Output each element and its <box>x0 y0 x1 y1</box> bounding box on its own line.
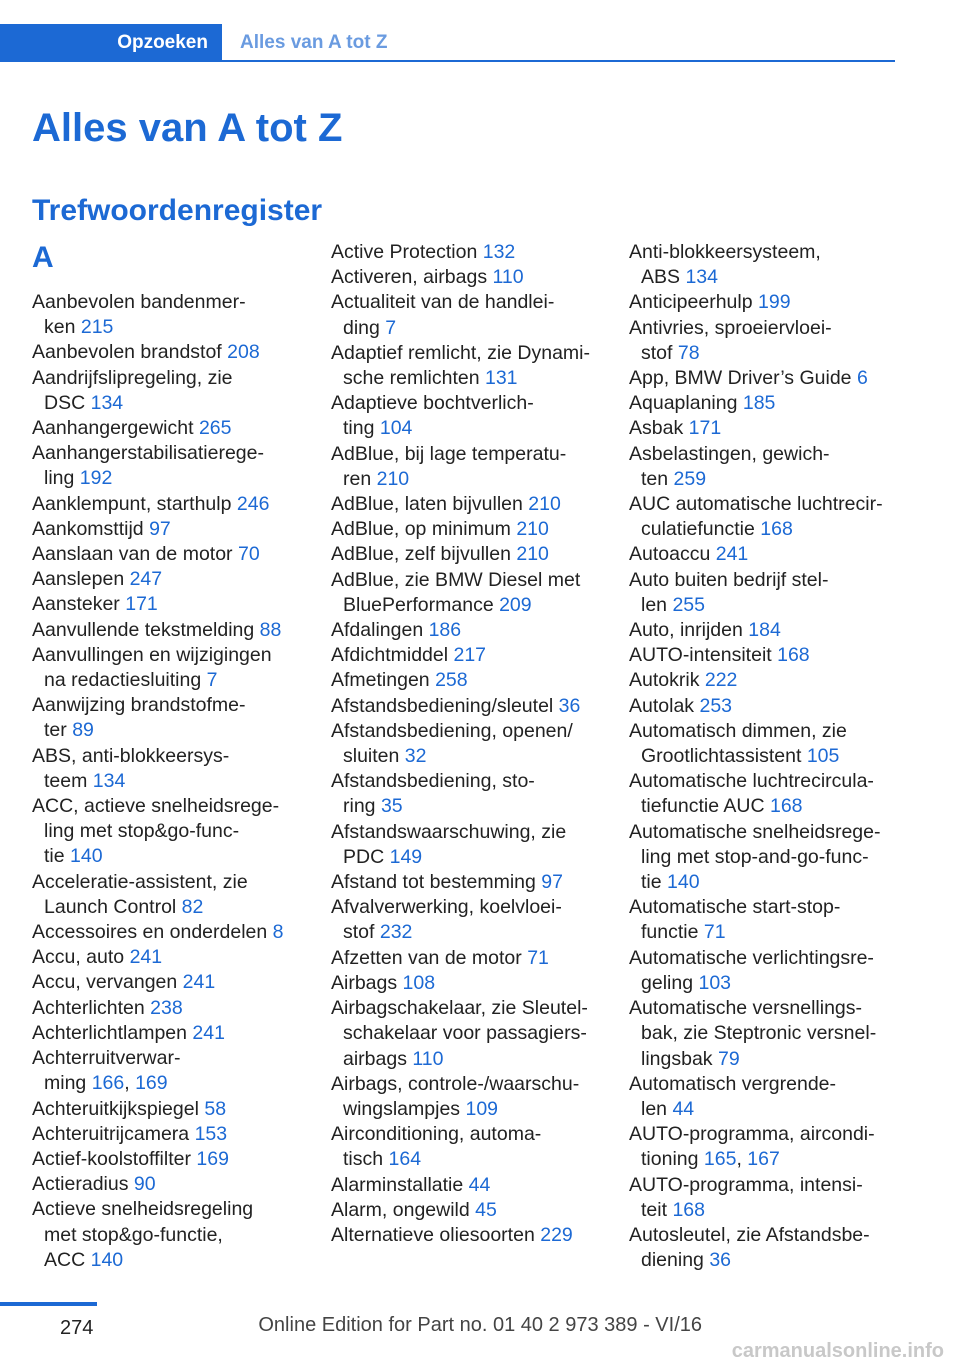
index-entry <box>32 492 324 517</box>
breadcrumb[interactable]: Alles van A tot Z <box>240 32 388 53</box>
entry-text: Achteruitrijcamera <box>32 1122 195 1145</box>
entry-text: Autosleutel, zie Afstandsbe- <box>629 1223 870 1246</box>
page-reference-link[interactable]: 89 <box>72 719 94 742</box>
page-reference-link[interactable]: 258 <box>435 669 468 692</box>
entry-text: AdBlue, zie BMW Diesel met <box>331 568 581 591</box>
index-entry <box>629 366 921 391</box>
entry-text: Airbagschakelaar, zie Sleutel- <box>331 997 588 1020</box>
page-reference-link[interactable]: 165 <box>703 1148 737 1171</box>
page-reference-link[interactable]: 71 <box>703 921 726 944</box>
entry-text: Afvalverwerking, koelvloei- <box>331 896 562 919</box>
entry-text: Auto, inrijden <box>629 619 749 642</box>
entry-text: Automatische versnellings- <box>629 997 863 1020</box>
page-reference-link[interactable]: 97 <box>149 517 171 540</box>
index-entry <box>32 340 324 365</box>
page-reference-link[interactable]: 166 <box>91 1072 125 1095</box>
tab-opzoeken[interactable]: Opzoeken <box>0 24 222 62</box>
entry-text: AUTO-programma, intensi- <box>629 1173 863 1196</box>
page-reference-link[interactable]: 32 <box>404 745 427 768</box>
entry-text: stof <box>343 921 380 944</box>
entry-text: Accu, auto <box>32 946 130 969</box>
page-reference-link[interactable]: 131 <box>484 367 518 390</box>
page-reference-link[interactable]: 71 <box>527 946 549 969</box>
entry-text: ming <box>44 1072 92 1095</box>
page-reference-link[interactable]: 199 <box>758 291 791 314</box>
page-reference-link[interactable]: 217 <box>453 644 487 667</box>
index-entry <box>629 643 921 668</box>
entry-text: Active Protection <box>331 241 483 263</box>
entry-text: Afzetten van de motor <box>331 946 528 969</box>
index-entry <box>629 668 921 693</box>
entry-text: Alarminstallatie <box>331 1173 469 1196</box>
index-entry <box>331 719 623 769</box>
index-entry <box>32 542 324 567</box>
page-number-rule <box>0 1302 97 1306</box>
page-reference-link[interactable]: 88 <box>259 618 282 641</box>
entry-text: functie <box>641 921 704 944</box>
page-reference-link[interactable]: 241 <box>192 1021 225 1044</box>
index-entry <box>629 618 921 643</box>
entry-text: ring <box>343 795 381 818</box>
entry-text: Grootlichtassistent <box>641 745 807 768</box>
page-reference-link[interactable]: 168 <box>672 1198 705 1221</box>
entry-text: Aanbevolen brandstof <box>32 341 228 364</box>
page-reference-link[interactable]: 149 <box>389 845 423 868</box>
index-entry <box>32 517 324 542</box>
entry-text: Accu, vervangen <box>32 971 183 994</box>
index-entry <box>331 442 623 492</box>
page-reference-link[interactable]: 169 <box>196 1147 229 1170</box>
index-entry <box>32 970 324 995</box>
entry-text: ling met stop-and-go-func- <box>641 845 869 868</box>
index-entry <box>331 1198 623 1223</box>
entry-text: Afmetingen <box>331 669 436 692</box>
index-column-2 <box>331 240 623 1248</box>
index-entry <box>629 1173 921 1223</box>
index-entry <box>331 290 623 340</box>
page-reference-link[interactable]: 104 <box>379 417 413 440</box>
index-entry <box>629 820 921 896</box>
page-reference-link[interactable]: 210 <box>376 467 410 490</box>
index-entry <box>331 1122 623 1172</box>
entry-text: Anti-blokkeersysteem, <box>629 241 821 263</box>
entry-text: ting <box>343 417 380 440</box>
entry-text: Achteruitkijkspiegel <box>32 1097 205 1120</box>
entry-text: Automatische snelheidsrege- <box>629 820 881 843</box>
page-reference-link[interactable]: 192 <box>79 467 113 490</box>
entry-text: Achterlichtlampen <box>32 1021 193 1044</box>
entry-text: Acceleratie-assistent, zie <box>32 870 248 893</box>
page-reference-link[interactable]: 7 <box>385 316 397 339</box>
page-reference-link[interactable]: 110 <box>492 266 524 289</box>
page-reference-link[interactable]: 168 <box>777 644 810 667</box>
entry-text: BluePerformance <box>343 593 500 616</box>
index-entry <box>331 694 623 719</box>
entry-text: ten <box>641 467 674 490</box>
index-entry <box>629 240 921 290</box>
entry-text: len <box>641 1097 673 1120</box>
index-entry <box>629 719 921 769</box>
entry-text: Aansteker <box>32 593 126 616</box>
entry-text: teem <box>44 769 93 792</box>
entry-text: len <box>641 593 673 616</box>
entry-text: teit <box>641 1198 673 1221</box>
entry-text: Aanklempunt, starthulp <box>32 492 237 515</box>
page-reference-link[interactable]: 153 <box>194 1122 228 1145</box>
entry-text: Actualiteit van de handlei- <box>331 291 555 314</box>
entry-text: ter <box>44 719 73 742</box>
page-reference-link[interactable]: 58 <box>204 1097 227 1120</box>
page-reference-link[interactable]: 209 <box>499 593 532 616</box>
page-reference-link[interactable]: 184 <box>748 619 781 642</box>
page-reference-link[interactable]: 241 <box>715 543 749 566</box>
page-reference-link[interactable]: 164 <box>388 1148 422 1171</box>
index-entry <box>331 946 623 971</box>
entry-text: Afdichtmiddel <box>331 644 454 667</box>
entry-text: Aanslaan van de motor <box>32 543 238 566</box>
page-reference-link[interactable]: 169 <box>135 1072 168 1095</box>
index-entry: Achterruitverwar- ming 166, 169 <box>32 1047 181 1095</box>
page-reference-link[interactable]: 246 <box>236 492 270 515</box>
entry-text: ren <box>343 467 377 490</box>
page-reference-link[interactable]: 208 <box>227 341 260 364</box>
entry-text: Aanvullingen en wijzigingen <box>32 643 272 666</box>
page-reference-link[interactable]: 255 <box>672 593 705 616</box>
index-entry <box>32 1197 324 1273</box>
entry-text: ling met stop&go-func- <box>44 820 240 843</box>
index-entry <box>32 441 324 491</box>
index-entry <box>629 442 921 492</box>
page-reference-link[interactable]: 167 <box>747 1148 780 1171</box>
page-reference-link[interactable]: 6 <box>856 367 868 390</box>
index-entry <box>331 341 623 391</box>
page-reference-link[interactable]: 90 <box>133 1173 156 1196</box>
index-entry <box>32 567 324 592</box>
entry-text: ACC <box>44 1248 91 1271</box>
page-reference-link[interactable]: 186 <box>428 619 462 642</box>
index-entry <box>331 996 623 1072</box>
entry-text: Aanbevolen bandenmer- <box>32 291 246 313</box>
entry-text: Afstandswaarschuwing, zie <box>331 820 567 843</box>
page-reference-link[interactable]: 97 <box>541 871 563 894</box>
page-reference-link[interactable]: 253 <box>699 694 733 717</box>
entry-text: bak, zie Steptronic versnel- <box>641 1022 877 1045</box>
index-entry <box>331 568 623 618</box>
index-entry <box>32 870 324 920</box>
page-reference-link[interactable]: 168 <box>769 795 803 818</box>
entry-text: schakelaar voor passagiers- <box>343 1022 587 1045</box>
entry-text: AUC automatische luchtrecir- <box>629 493 883 516</box>
page-reference-link[interactable]: 238 <box>150 996 183 1019</box>
entry-text: Aankomsttijd <box>32 517 150 540</box>
index-entry <box>32 1172 324 1197</box>
entry-text: PDC <box>343 845 390 868</box>
entry-text: Autokrik <box>629 669 705 692</box>
index-entry <box>629 946 921 996</box>
entry-text: Asbelastingen, gewich- <box>629 442 830 465</box>
entry-text: Actief-koolstoffilter <box>32 1147 197 1170</box>
index-entry <box>331 668 623 693</box>
index-entry <box>629 316 921 366</box>
index-entry <box>331 895 623 945</box>
watermark: carmanualsonline.info <box>731 1340 944 1362</box>
index-entry <box>629 416 921 441</box>
page-reference-link[interactable]: 210 <box>528 493 561 516</box>
index-entry <box>331 542 623 567</box>
entry-text: Actieradius <box>32 1173 134 1196</box>
page-reference-link[interactable]: 44 <box>468 1173 491 1196</box>
index-entry <box>32 693 324 743</box>
index-entry <box>32 794 324 870</box>
page-reference-link[interactable]: 35 <box>380 795 403 818</box>
index-entry <box>629 391 921 416</box>
index-entry <box>331 870 623 895</box>
entry-text: Afdalingen <box>331 619 429 642</box>
index-entry <box>32 366 324 416</box>
index-entry <box>32 416 324 441</box>
index-entry <box>629 1223 921 1273</box>
index-entry <box>32 1021 324 1046</box>
page-reference-link[interactable]: 210 <box>516 518 549 541</box>
entry-text: Antivries, sproeiervloei- <box>629 316 832 339</box>
index-letter: A <box>32 241 54 274</box>
entry-text: Afstandsbediening/sleutel <box>331 694 559 717</box>
index-entry <box>331 391 623 441</box>
entry-text: Adaptieve bochtverlich- <box>331 392 534 415</box>
index-entry <box>32 920 324 945</box>
page-reference-link[interactable]: 171 <box>688 417 722 440</box>
entry-text: tiefunctie AUC <box>641 795 770 818</box>
page-reference-link[interactable]: 140 <box>90 1248 124 1271</box>
entry-text: Launch Control <box>44 895 182 918</box>
index-entry <box>331 1173 623 1198</box>
entry-text: tie <box>641 871 668 894</box>
entry-text: Alarm, ongewild <box>331 1198 476 1221</box>
entry-text: Actieve snelheidsregeling <box>32 1198 254 1221</box>
entry-text: ling <box>44 467 80 490</box>
index-entry <box>331 1223 623 1248</box>
entry-text: Alternatieve oliesoorten <box>331 1223 541 1246</box>
index-entry <box>32 945 324 970</box>
page-reference-link[interactable]: 232 <box>379 921 413 944</box>
page-reference-link[interactable]: 140 <box>667 871 700 894</box>
entry-text: Aanslepen <box>32 568 130 591</box>
page-reference-link[interactable]: 265 <box>198 417 232 440</box>
index-entry <box>331 971 623 996</box>
entry-text: Airbags, controle-/waarschu- <box>331 1072 580 1095</box>
entry-text: Airconditioning, automa- <box>331 1123 542 1146</box>
page-reference-link[interactable]: 171 <box>125 593 158 616</box>
index-entry <box>629 769 921 819</box>
entry-text: wingslampjes <box>343 1097 466 1120</box>
index-entry <box>32 996 324 1021</box>
index-entry <box>331 517 623 542</box>
index-entry <box>629 568 921 618</box>
entry-text: AdBlue, bij lage temperatu- <box>331 442 567 465</box>
index-entry <box>32 592 324 617</box>
index-entry <box>629 694 921 719</box>
entry-text: Autoaccu <box>629 543 716 566</box>
page-reference-link[interactable]: 79 <box>717 1047 740 1070</box>
page-reference-link[interactable]: 132 <box>482 241 516 263</box>
entry-text: Aquaplaning <box>629 392 743 415</box>
entry-text: DSC <box>44 391 91 414</box>
page-reference-link[interactable]: 134 <box>685 266 718 289</box>
page-reference-link[interactable]: 110 <box>412 1047 444 1070</box>
page-number: 274 <box>60 1317 94 1339</box>
entry-text: AUTO-programma, aircondi- <box>629 1123 875 1146</box>
entry-text: Afstandsbediening, sto- <box>331 770 535 793</box>
page-reference-link[interactable]: 105 <box>806 745 840 768</box>
page-reference-link[interactable]: 8 <box>272 921 284 944</box>
entry-text: Aanhangerstabilisatierege- <box>32 442 264 465</box>
page-reference-link[interactable]: 229 <box>540 1223 573 1246</box>
entry-text: Achterlichten <box>32 996 151 1019</box>
page-reference-link[interactable]: 247 <box>129 568 163 591</box>
index-entry <box>331 820 623 870</box>
page-reference-link[interactable]: 36 <box>709 1249 732 1272</box>
entry-text: met stop&go-functie, <box>44 1223 223 1246</box>
entry-text: ken <box>44 316 81 339</box>
page-reference-link[interactable]: 108 <box>402 971 436 994</box>
entry-text: tisch <box>343 1148 389 1171</box>
entry-text: AdBlue, laten bijvullen <box>331 493 529 516</box>
page-reference-link[interactable]: 36 <box>558 694 581 717</box>
entry-text: Automatische luchtrecircula- <box>629 770 874 793</box>
page-reference-link[interactable]: 210 <box>516 543 549 566</box>
entry-text: Aanvullende tekstmelding <box>32 618 260 641</box>
page-reference-link[interactable]: 222 <box>704 669 738 692</box>
index-column-1 <box>32 240 324 1273</box>
index-entry <box>32 643 324 693</box>
edition-footer: Online Edition for Part no. 01 40 2 973 389 - VI/16 <box>258 1314 702 1336</box>
entry-text: Automatische verlichtingsre- <box>629 946 874 969</box>
index-entry <box>32 1097 324 1122</box>
entry-text: Automatisch vergrende- <box>629 1072 837 1095</box>
page-reference-link[interactable]: 82 <box>181 895 204 918</box>
entry-text: Afstandsbediening, openen/ <box>331 719 573 742</box>
page-reference-link[interactable]: 185 <box>742 392 776 415</box>
index-entry <box>629 996 921 1072</box>
entry-text: airbags <box>343 1047 413 1070</box>
entry-text: sluiten <box>343 745 405 768</box>
index-entry <box>629 542 921 567</box>
entry-text: Achterruitverwar- <box>32 1047 181 1070</box>
entry-text: Afstand tot bestemming <box>331 871 542 894</box>
index-entry <box>331 1072 623 1122</box>
entry-text: tioning <box>641 1148 704 1171</box>
entry-text: AUTO-intensiteit <box>629 644 778 667</box>
entry-text: Accessoires en onderdelen <box>32 921 273 944</box>
page-reference-link[interactable]: 109 <box>465 1097 499 1120</box>
page-reference-link[interactable]: 45 <box>475 1198 497 1221</box>
index-entry <box>629 290 921 315</box>
index-entry <box>331 618 623 643</box>
entry-text: Asbak <box>629 417 689 440</box>
index-entry: AUTO-programma, aircondi- tioning 165, 167 <box>629 1123 875 1171</box>
index-entry <box>32 618 324 643</box>
entry-text: AdBlue, zelf bijvullen <box>331 543 517 566</box>
entry-text: lingsbak <box>641 1047 718 1070</box>
entry-text: Aanwijzing brandstofme- <box>32 694 246 717</box>
page-reference-link[interactable]: 259 <box>673 467 707 490</box>
entry-text: App, BMW Driver’s Guide <box>629 367 857 390</box>
index-entry <box>331 643 623 668</box>
entry-text: sche remlichten <box>343 367 485 390</box>
section-title: Trefwoordenregister <box>32 194 323 227</box>
entry-text: na redactiesluiting <box>44 669 207 692</box>
index-entry <box>32 290 324 340</box>
index-column-3 <box>629 240 921 1273</box>
index-entry <box>331 492 623 517</box>
page-reference-link[interactable]: 103 <box>698 971 732 994</box>
entry-text: stof <box>641 341 678 364</box>
page-reference-link[interactable]: 70 <box>237 543 260 566</box>
entry-text: geling <box>641 971 699 994</box>
page-reference-link[interactable]: 215 <box>80 316 114 339</box>
entry-text: Adaptief remlicht, zie Dynami- <box>331 341 591 364</box>
index-entry <box>32 744 324 794</box>
entry-text: ABS, anti-blokkeersys- <box>32 744 230 767</box>
entry-text: Anticipeerhulp <box>629 291 758 314</box>
entry-text: diening <box>641 1249 710 1272</box>
page-reference-link[interactable]: 134 <box>92 769 126 792</box>
index-entry <box>331 240 623 265</box>
index-entry <box>331 769 623 819</box>
index-entry <box>32 1147 324 1172</box>
index-entry <box>629 895 921 945</box>
entry-text: ABS <box>641 266 686 289</box>
page-reference-link[interactable]: 44 <box>672 1097 695 1120</box>
entry-text: Aanhangergewicht <box>32 417 199 440</box>
entry-text: AdBlue, op minimum <box>331 518 517 541</box>
entry-text: Auto buiten bedrijf stel- <box>629 568 829 591</box>
entry-text: Automatische start-stop- <box>629 896 841 919</box>
index-entry <box>331 265 623 290</box>
page-reference-link[interactable]: 78 <box>677 341 700 364</box>
entry-text: Aandrijfslipregeling, zie <box>32 366 233 389</box>
header-tabbar <box>0 24 895 62</box>
entry-text: culatiefunctie <box>641 518 761 541</box>
entry-text: Automatisch dimmen, zie <box>629 719 847 742</box>
index-entry <box>629 1072 921 1122</box>
entry-text: Airbags <box>331 971 403 994</box>
page-reference-link[interactable]: 168 <box>760 518 793 541</box>
page-reference-link[interactable]: 7 <box>206 669 218 692</box>
index-entry <box>629 492 921 542</box>
entry-text: ding <box>343 316 386 339</box>
entry-text: ACC, actieve snelheidsrege- <box>32 795 280 818</box>
page-reference-link[interactable]: 241 <box>129 946 163 969</box>
page-reference-link[interactable]: 134 <box>90 391 124 414</box>
page-reference-link[interactable]: 140 <box>70 845 103 868</box>
entry-text: Activeren, airbags <box>331 266 493 289</box>
entry-text: Autolak <box>629 694 700 717</box>
page-reference-link[interactable]: 241 <box>182 971 216 994</box>
entry-text: tie <box>44 845 71 868</box>
page-title: Alles van A tot Z <box>32 106 343 150</box>
header-divider <box>222 60 895 62</box>
index-entry <box>32 1122 324 1147</box>
